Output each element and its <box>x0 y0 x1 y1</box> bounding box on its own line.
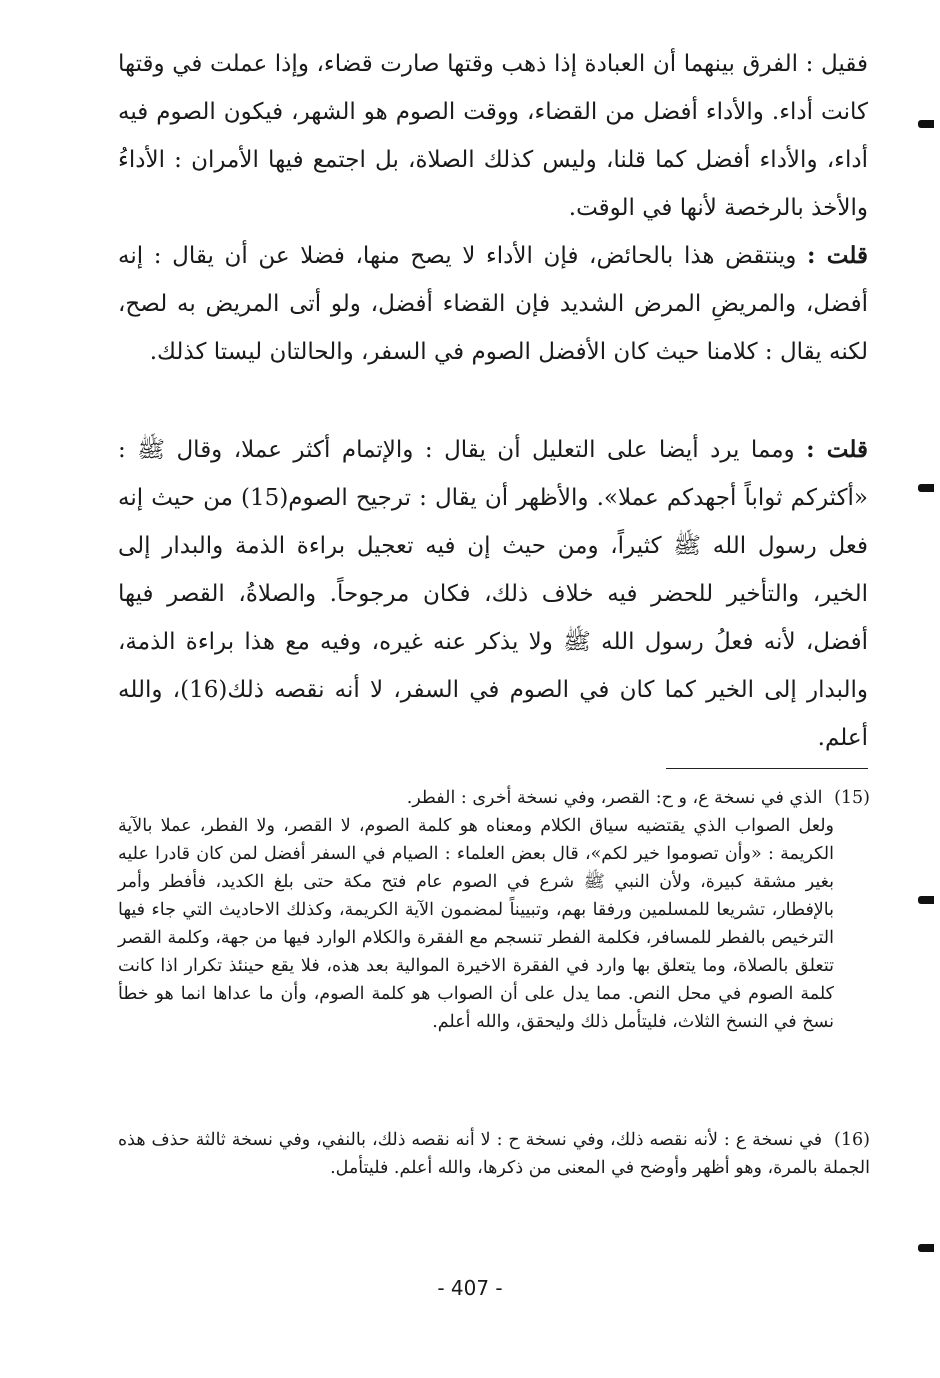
footnote-number: (16) <box>834 1130 870 1150</box>
paragraph-lead-word: قلت : <box>806 436 868 463</box>
footnote-text: ولعل الصواب الذي يقتضيه سياق الكلام ومعناه هو كلمة الصوم، لا القصر، ولا الفطر، عملا بالآية الكريمة : «وأن تصوموا خير لكم»، قال بعض العلماء : الصيام في السفر أفضل لمن كان قادرا عليه بغير مشقة كبيرة، ولأن النبي ﷺ شرع في الصوم عام فتح مكة حتى بلغ الكديد، فأفطر وأمر بالإفطار، تشريعا للمسلمين ورفقا بهم، وتبييناً لمضمون الآية الكريمة، وكذلك الاحاديث التي جاء فيها الترخيص بالفطر للمسافر، فكلمة الفطر تنسجم مع الفقرة والكلام الوارد فيها من جهة، وكلمة القصر تتعلق بالصلاة، وما يتعلق بها وارد في الفقرة الاخيرة الموالية بعد هذه، فلا يقع حينئذ تكرار اذا كانت كلمة الصوم في محل النص. مما يدل على أن الصواب هو كلمة الصوم، وأن ما عداها انما هو خطأ نسخ في النسخ الثلاث، فليتأمل ذلك وليحقق، والله أعلم. <box>118 816 834 1032</box>
margin-mark <box>918 120 934 128</box>
body-paragraph-2 <box>118 232 868 376</box>
body-paragraph-1: فقيل : الفرق بينهما أن العبادة إذا ذهب وقتها صارت قضاء، وإذا عملت في وقتها كانت أداء. والأداء أفضل من القضاء، ووقت الصوم هو الشهر، فيكون الصوم فيه أداء، والأداء أفضل كما قلنا، وليس كذلك الصلاة، بل اجتمع فيها الأمران : الأداءُ والأخذ بالرخصة لأنها في الوقت. <box>118 51 868 221</box>
footnote-number: (15) <box>834 788 870 808</box>
margin-mark <box>918 896 934 904</box>
page-number: - 407 - <box>437 1276 503 1300</box>
paragraph-text: ومما يرد أيضا على التعليل أن يقال : والإتمام أكثر عملا، وقال ﷺ : «أكثركم ثواباً أجهدكم عملا». والأظهر أن يقال : ترجيح الصوم(15) من حيث إنه فعل رسول الله ﷺ كثيراً، ومن حيث إن فيه تعجيل براءة الذمة والبدار إلى الخير، والتأخير للحضر فيه خلاف ذلك، فكان مرجوحاً. والصلاةُ، القصر فيها أفضل، لأنه فعلُ رسول الله ﷺ ولا يذكر عنه غيره، وفيه مع هذا براءة الذمة، والبدار إلى الخير كما كان في الصوم في السفر، لا أنه نقصه ذلك(16)، والله أعلم. <box>118 437 868 751</box>
footnote-divider <box>666 768 868 769</box>
footnote-first-line: في نسخة ع : لأنه نقصه ذلك، وفي نسخة ح : لا أنه نقصه ذلك، بالنفي، وفي نسخة ثالثة حذف هذه الجملة بالمرة، وهو أظهر وأوضح في المعنى من ذكرها، والله أعلم. فليتأمل. <box>118 1130 870 1178</box>
body-paragraph-3 <box>118 426 868 762</box>
paragraph-text: وينتقض هذا بالحائض، فإن الأداء لا يصح منها، فضلا عن أن يقال : إنه أفضل، والمريضِ المرض الشديد فإن القضاء أفضل، ولو أتى المريض به لصح، لكنه يقال : كلامنا حيث كان الأفضل الصوم في السفر، والحالتان ليستا كذلك. <box>118 243 868 365</box>
paragraph-lead-word: قلت : <box>806 242 868 269</box>
margin-mark <box>918 1244 934 1252</box>
footnote-first-line: الذي في نسخة ع، و ح: القصر، وفي نسخة أخرى : الفطر. <box>406 788 823 808</box>
footnote-16 <box>118 1126 870 1182</box>
margin-mark <box>918 484 934 492</box>
footnote-15 <box>118 784 870 1036</box>
